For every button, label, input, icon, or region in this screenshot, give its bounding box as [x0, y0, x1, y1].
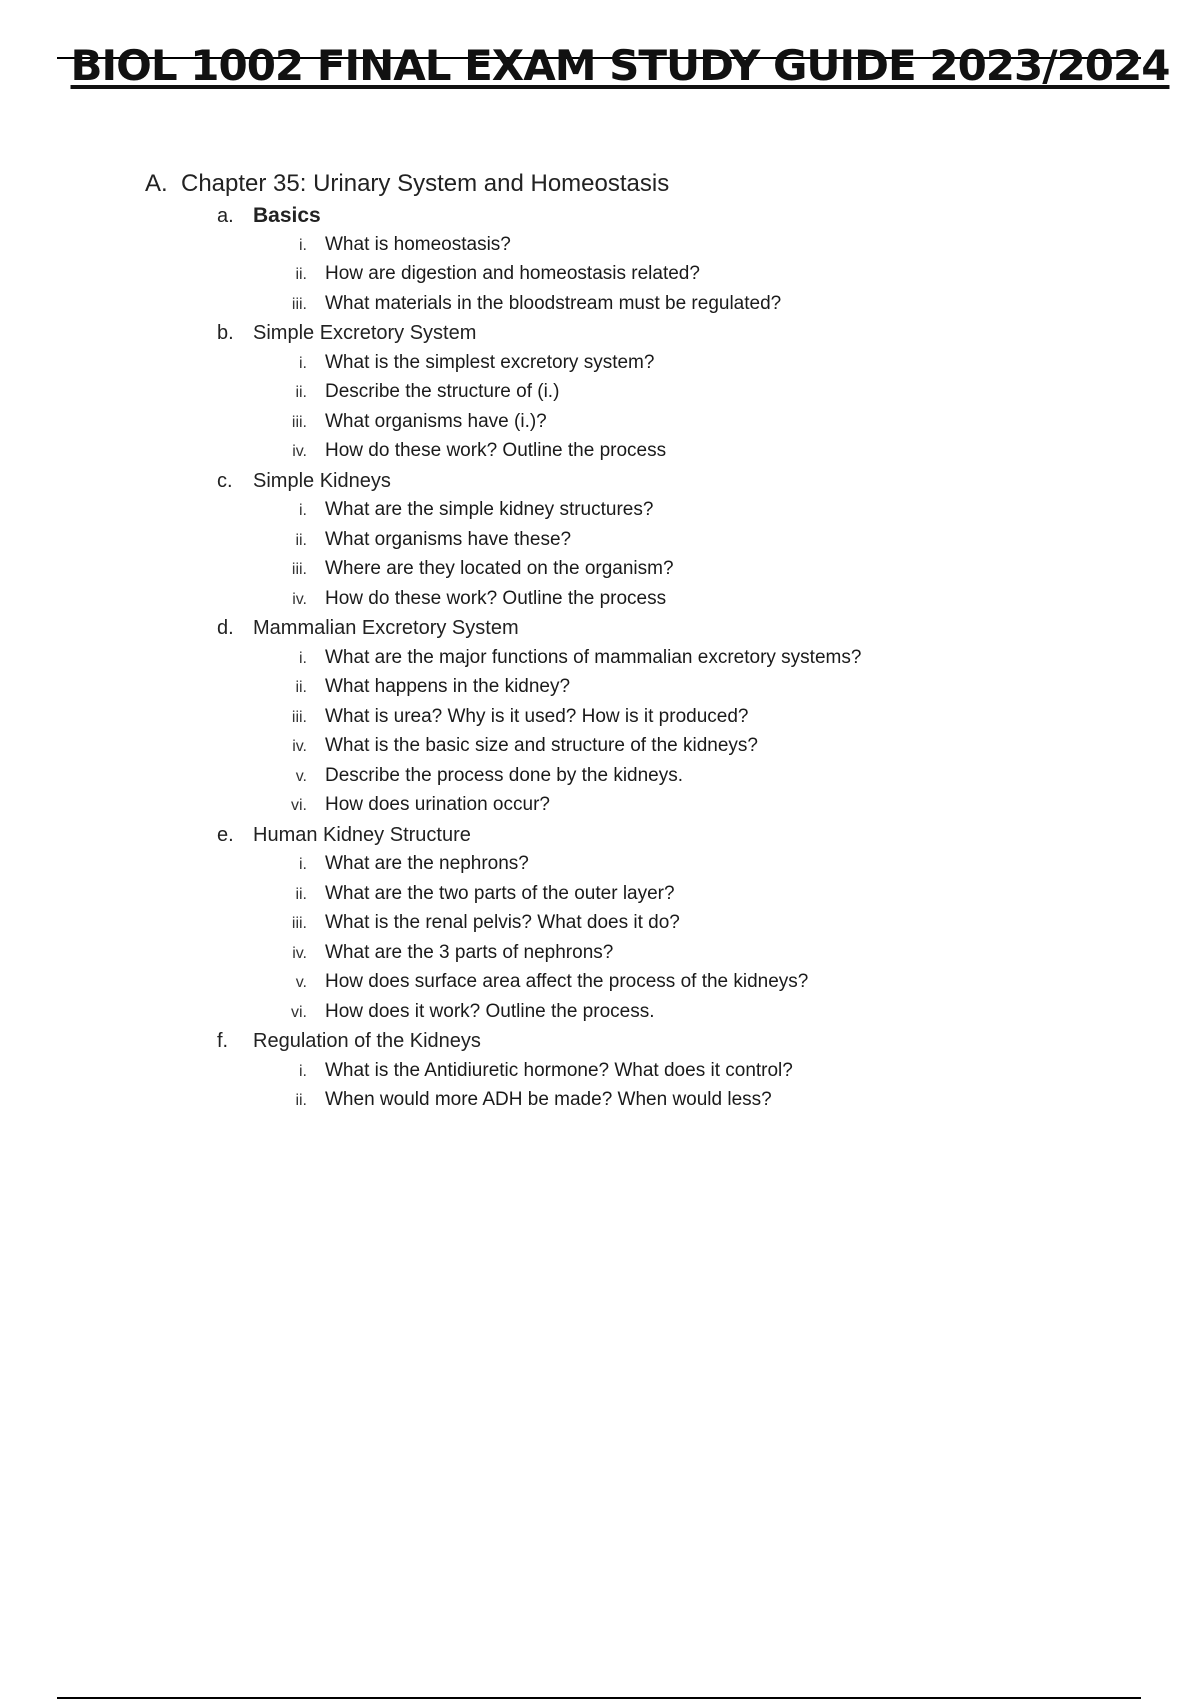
- question-item: [145, 381, 1145, 411]
- question-text: Describe the process done by the kidneys.: [325, 764, 684, 786]
- question-marker: ii.: [295, 531, 307, 549]
- question-text: What organisms have these?: [325, 528, 572, 550]
- subsection-marker: d.: [217, 617, 234, 639]
- question-item: [145, 676, 1145, 706]
- question-marker: iv.: [292, 738, 307, 755]
- question-item: [145, 853, 1145, 883]
- question-marker: i.: [299, 354, 307, 372]
- subsection-marker: c.: [217, 469, 233, 492]
- question-item: [145, 647, 1145, 677]
- question-marker: iii.: [291, 413, 307, 431]
- question-item: [145, 1089, 1145, 1119]
- subsection-marker: f.: [217, 1030, 229, 1052]
- question-marker: i.: [299, 502, 307, 519]
- question-item: [145, 499, 1145, 529]
- subsection-title: Basics: [253, 204, 321, 227]
- question-text: What are the simple kidney structures?: [325, 499, 654, 520]
- subsections-list: [145, 204, 1145, 1119]
- question-item: [145, 588, 1145, 618]
- subsection-marker: e.: [217, 823, 234, 846]
- subsection-marker: a.: [217, 205, 234, 227]
- question-item: [145, 263, 1145, 293]
- question-marker: iii.: [291, 561, 307, 578]
- question-marker: iv.: [292, 443, 307, 460]
- question-text: What is the Antidiuretic hormone? What does it control?: [325, 1059, 793, 1081]
- question-item: [145, 794, 1145, 824]
- question-marker: i.: [299, 236, 307, 254]
- question-item: [145, 883, 1145, 913]
- question-item: [145, 912, 1145, 942]
- question-marker: i.: [299, 649, 307, 667]
- question-text: How does it work? Outline the process.: [325, 1000, 655, 1022]
- question-text: Describe the structure of (i.): [325, 381, 560, 402]
- question-marker: v.: [295, 974, 307, 991]
- question-item: [145, 234, 1145, 264]
- question-marker: iv.: [292, 944, 307, 962]
- question-marker: iii.: [291, 915, 307, 932]
- question-text: What are the 3 parts of nephrons?: [325, 941, 614, 963]
- question-text: How does urination occur?: [325, 794, 550, 815]
- question-item: [145, 352, 1145, 382]
- question-item: [145, 942, 1145, 972]
- question-text: When would more ADH be made? When would less?: [325, 1089, 772, 1110]
- question-item: [145, 558, 1145, 588]
- question-item: [145, 529, 1145, 559]
- question-marker: ii.: [295, 679, 307, 696]
- subsection-title: Mammalian Excretory System: [253, 617, 519, 639]
- question-text: What materials in the bloodstream must be regulated?: [325, 292, 782, 314]
- question-marker: iv.: [292, 590, 307, 608]
- question-text: How do these work? Outline the process: [325, 440, 667, 461]
- question-text: What is urea? Why is it used? How is it produced?: [325, 705, 749, 727]
- subsection-heading: [217, 470, 1145, 500]
- question-text: How does surface area affect the process of the kidneys?: [325, 971, 809, 992]
- question-marker: v.: [295, 767, 307, 785]
- question-text: What organisms have (i.)?: [325, 410, 547, 432]
- section-marker: A.: [145, 170, 168, 197]
- question-item: [145, 765, 1145, 795]
- question-text: What is the renal pelvis? What does it do?: [325, 912, 680, 933]
- bottom-rule: [57, 1697, 1141, 1699]
- question-marker: i.: [299, 856, 307, 873]
- question-text: What are the major functions of mammalian excretory systems?: [325, 646, 862, 668]
- subsection-heading: [217, 617, 1145, 647]
- subsection-heading: [217, 1030, 1145, 1060]
- section-title: Chapter 35: Urinary System and Homeostasis: [181, 170, 670, 197]
- question-marker: vi.: [291, 1003, 307, 1021]
- question-item: [145, 706, 1145, 736]
- question-item: [145, 293, 1145, 323]
- question-text: What are the nephrons?: [325, 853, 529, 874]
- question-text: What are the two parts of the outer layer?: [325, 882, 675, 904]
- question-marker: ii.: [295, 1092, 307, 1109]
- question-text: How are digestion and homeostasis related?: [325, 263, 700, 284]
- subsection-title: Human Kidney Structure: [253, 823, 471, 846]
- subsection-title: Simple Excretory System: [253, 322, 477, 344]
- subsection-title: Simple Kidneys: [253, 469, 391, 492]
- question-text: What happens in the kidney?: [325, 676, 571, 697]
- question-text: Where are they located on the organism?: [325, 558, 674, 579]
- section-heading: [145, 170, 1145, 204]
- question-item: [145, 971, 1145, 1001]
- question-marker: i.: [299, 1062, 307, 1080]
- question-item: [145, 440, 1145, 470]
- question-marker: ii.: [295, 885, 307, 903]
- question-item: [145, 1001, 1145, 1031]
- question-marker: ii.: [295, 266, 307, 283]
- question-item: [145, 411, 1145, 441]
- question-marker: iii.: [291, 295, 307, 313]
- subsection-heading: [217, 322, 1145, 352]
- question-text: What is the simplest excretory system?: [325, 351, 655, 373]
- subsection-title: Regulation of the Kidneys: [253, 1030, 481, 1052]
- subsection-heading: [217, 824, 1145, 854]
- question-text: How do these work? Outline the process: [325, 587, 667, 609]
- question-marker: iii.: [291, 708, 307, 726]
- subsection-heading: [217, 204, 1145, 234]
- study-guide-content: [145, 170, 1145, 1119]
- document-title: BIOL 1002 FINAL EXAM STUDY GUIDE 2023/2024: [70, 41, 1170, 90]
- question-item: [145, 1060, 1145, 1090]
- question-text: What is the basic size and structure of the kidneys?: [325, 735, 758, 756]
- question-marker: ii.: [295, 384, 307, 401]
- question-text: What is homeostasis?: [325, 233, 511, 255]
- question-item: [145, 735, 1145, 765]
- question-marker: vi.: [291, 797, 307, 814]
- subsection-marker: b.: [217, 322, 234, 344]
